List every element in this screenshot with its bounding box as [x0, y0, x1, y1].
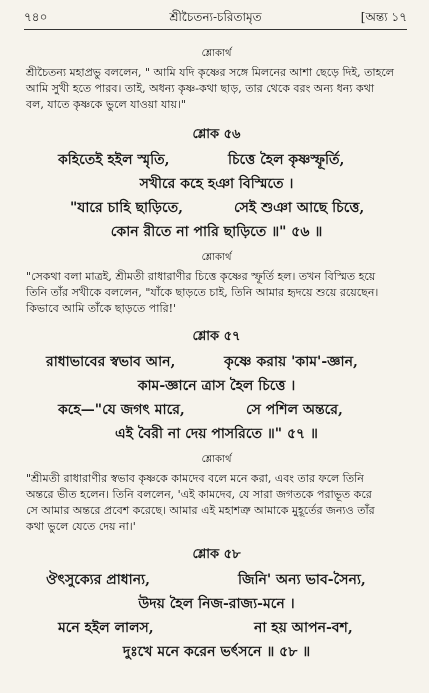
translation-line: "সেকথা বলা মাত্রই, শ্রীমতী রাধারাণীর চিত্তে কৃষ্ণের স্ফূর্তি হল। তখন বিস্মিত হয়ে: [26, 270, 376, 283]
verse-line: [26, 148, 407, 172]
verse-label: শ্লোক ৫৬: [192, 127, 241, 142]
verse-line: [26, 616, 407, 640]
verse-line: কাম-জ্ঞানে ত্রাস হৈল চিত্তে ।: [137, 378, 296, 394]
verse-line-part: চিত্তে হৈল কৃষ্ণস্ফূর্তি,: [228, 152, 345, 168]
verse-line: [26, 398, 407, 422]
verse-line-part: কহিতেই হইল স্মৃতি,: [58, 152, 170, 168]
translation-line: আমি সুখী হতে পারব। তাই, অধন্য কৃষ্ণ-কথা ছাড়, তার থেকে বরং অন্য ধন্য কথা: [26, 82, 375, 95]
translation-text: [26, 471, 407, 535]
verse-line: [26, 568, 407, 592]
running-head: [অন্ত্য ১৭: [360, 10, 407, 24]
verse-line-part: ঔৎসুক্যের প্রাধান্য,: [46, 572, 150, 588]
verse-line-part: "যারে চাহি ছাড়িতে,: [70, 200, 184, 216]
translation-line: কিভাবে আমি তাঁকে ছাড়তে পারি!': [26, 302, 177, 315]
verse-line: কোন রীতে না পারি ছাড়িতে ॥" ৫৬ ॥: [110, 224, 323, 240]
verse-line: দুঃখে মনে করেন ভর্ৎসনে ॥ ৫৮ ॥: [122, 644, 311, 660]
verse-line: এই বৈরী না দেয় পাসরিতে ॥" ৫৭ ॥: [115, 426, 318, 442]
page-number: ৭৪০: [24, 10, 48, 24]
verse-line-part: মনে হইল লালস,: [58, 620, 154, 636]
translation-line: "শ্রীমতী রাধারাণীর স্বভাব কৃষ্ণকে কামদেব বলে মনে করা, এবং তার ফলে তিনি: [26, 472, 364, 485]
verse-line-part: কৃষ্ণে করায় 'কাম'-জ্ঞান,: [224, 354, 358, 370]
translation-line: তিনি তাঁর সখীকে বললেন, "যাঁকে ছাড়তে চাই, তিনি আমার হৃদয়ে শুয়ে রয়েছেন।: [26, 286, 379, 299]
verse-line-part: কহে—"যে জগৎ মারে,: [58, 402, 185, 418]
translation-label: শ্লোকার্থ: [201, 454, 232, 465]
translation-line: সে আমার অন্তরে প্রবেশ করেছে। আমার এই মহাশত্রু আমাকে মুহূর্তের জন্যও তাঁর: [26, 504, 375, 517]
verse-line-part: জিনি' অন্য ভাব-সৈন্য,: [238, 572, 366, 588]
verse-line-part: না হয় আপন-বশ,: [254, 620, 353, 636]
translation-line: অন্তরে ভীত হলেন। তিনি বললেন, 'এই কামদেব, যে সারা জগতকে পরাভূত করে: [26, 488, 372, 501]
verse-label: শ্লোক ৫৭: [192, 329, 241, 344]
verse-label: শ্লোক ৫৮: [192, 547, 241, 562]
verse-line-part: সেই শুঞা আছে চিত্তে,: [234, 200, 365, 216]
page-body: [26, 40, 407, 664]
translation-label: শ্লোকার্থ: [201, 48, 232, 59]
translation-line: কথা ভুলে যেতে দেয় না।': [26, 520, 136, 533]
verse-line: সখীরে কহে হঞা বিস্মিতে ।: [139, 176, 294, 192]
translation-line: শ্রীচৈতন্য মহাপ্রভু বললেন, " আমি যদি কৃষ্ণের সঙ্গে মিলনের আশা ছেড়ে দিই, তাহলে: [26, 66, 394, 79]
header-rule: [24, 29, 407, 30]
translation-text: [26, 269, 407, 317]
verse-line: [26, 350, 407, 374]
page-header: [24, 6, 407, 28]
verse-line-part: সে পশিল অন্তরে,: [246, 402, 343, 418]
translation-text: [26, 65, 407, 113]
verse-line: [26, 196, 407, 220]
translation-label: শ্লোকার্থ: [201, 252, 232, 263]
translation-line: বল, যাতে কৃষ্ণকে ভুলে যাওয়া যায়।": [26, 98, 186, 111]
verse-line: উদয় হৈল নিজ-রাজ্য-মনে ।: [138, 596, 295, 612]
verse-line-part: রাধাভাবের স্বভাব আন,: [46, 354, 176, 370]
book-title: শ্রীচৈতন্য-চরিতামৃত: [169, 10, 262, 24]
